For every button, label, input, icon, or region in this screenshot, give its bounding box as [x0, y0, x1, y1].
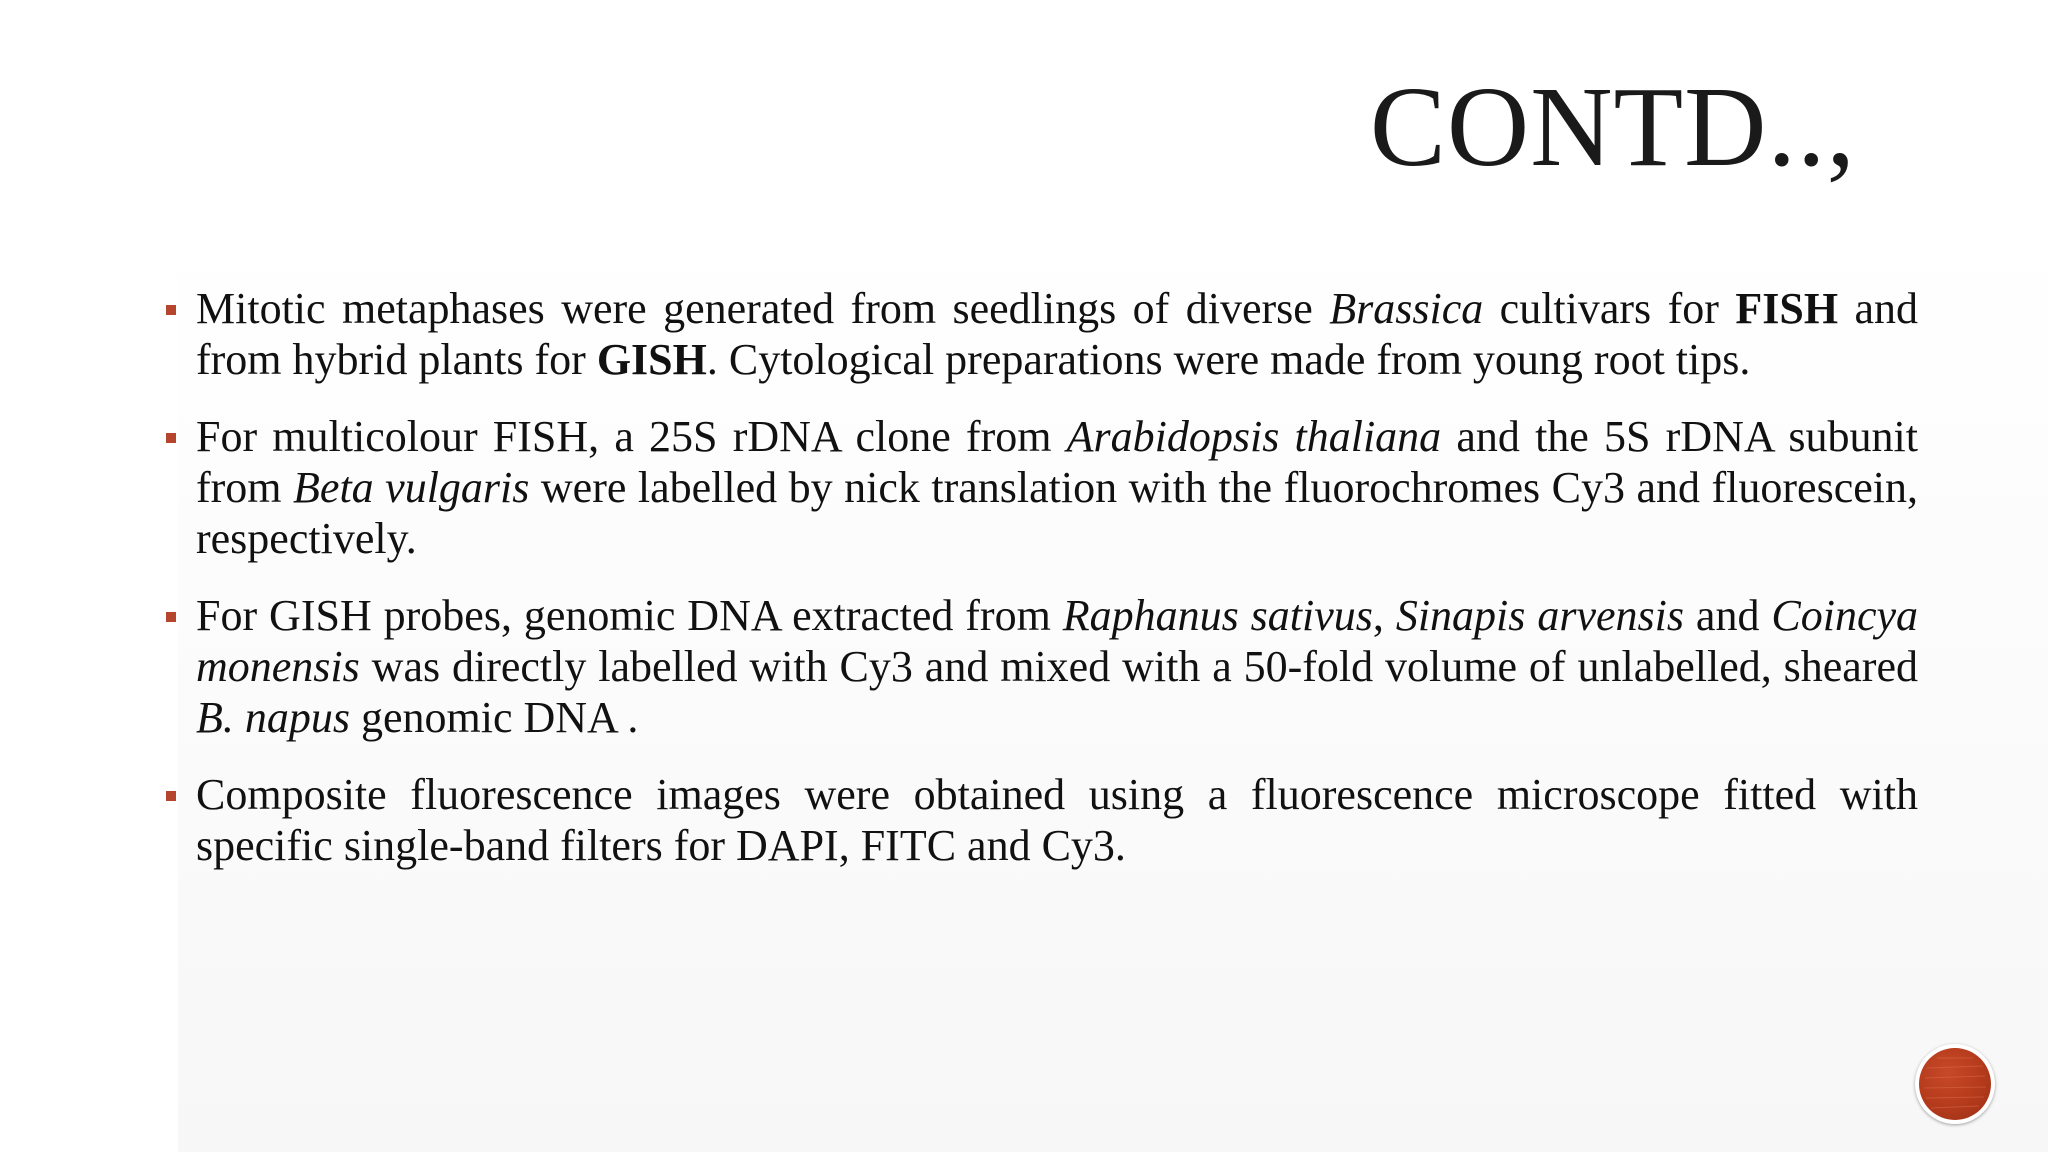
italic-term: Sinapis arvensis	[1395, 591, 1684, 640]
text-segment: and from hybrid plants for	[196, 284, 1919, 384]
text-segment: Composite fluorescence images were obtained using a fluorescence microscope fitted with specific single-band filters for DAPI, FITC and Cy3.	[196, 770, 1918, 870]
italic-term: Coincya monensis	[196, 591, 1919, 691]
square-bullet-icon	[166, 305, 176, 315]
text-segment: For GISH probes, genomic DNA extracted from	[196, 591, 1063, 640]
text-segment: cultivars for	[1483, 284, 1736, 333]
bullet-item-2	[166, 411, 1918, 564]
text-segment: ,	[1372, 591, 1396, 640]
text-segment: was directly labelled with Cy3 and mixed with a 50-fold volume of unlabelled, sheared	[359, 642, 1918, 691]
italic-term: B. napus	[196, 693, 350, 742]
bullet-text	[196, 591, 1918, 742]
bullet-text	[196, 770, 1918, 870]
italic-term: Beta vulgaris	[293, 463, 530, 512]
bullet-item-3	[166, 590, 1918, 743]
italic-term: Brassica	[1329, 284, 1484, 333]
square-bullet-icon	[166, 791, 176, 801]
slide-title: CONTD..,	[1369, 63, 1856, 190]
bullet-item-1	[166, 283, 1918, 385]
slide-nav-circle-icon	[1919, 1048, 1991, 1120]
bullet-list	[166, 283, 1918, 897]
bold-term: GISH	[596, 335, 707, 384]
slide-nav-button[interactable]	[1915, 1044, 1995, 1124]
text-segment: genomic DNA .	[350, 693, 639, 742]
bullet-text	[196, 284, 1918, 384]
text-segment: For multicolour FISH, a 25S rDNA clone from	[196, 412, 1067, 461]
bold-term: FISH	[1735, 284, 1839, 333]
text-segment: Mitotic metaphases were generated from seedlings of diverse	[196, 284, 1330, 333]
square-bullet-icon	[166, 612, 176, 622]
text-segment: were labelled by nick translation with the fluorochromes Cy3 and fluorescein, respectively.	[196, 463, 1918, 563]
text-segment: and	[1683, 591, 1772, 640]
bullet-item-4	[166, 769, 1918, 871]
text-segment: . Cytological preparations were made from young root tips.	[706, 335, 1751, 384]
square-bullet-icon	[166, 433, 176, 443]
italic-term: Raphanus sativus	[1062, 591, 1373, 640]
text-segment: and the 5S rDNA subunit from	[196, 412, 1918, 512]
bullet-text	[196, 412, 1918, 563]
italic-term: Arabidopsis thaliana	[1066, 412, 1442, 461]
